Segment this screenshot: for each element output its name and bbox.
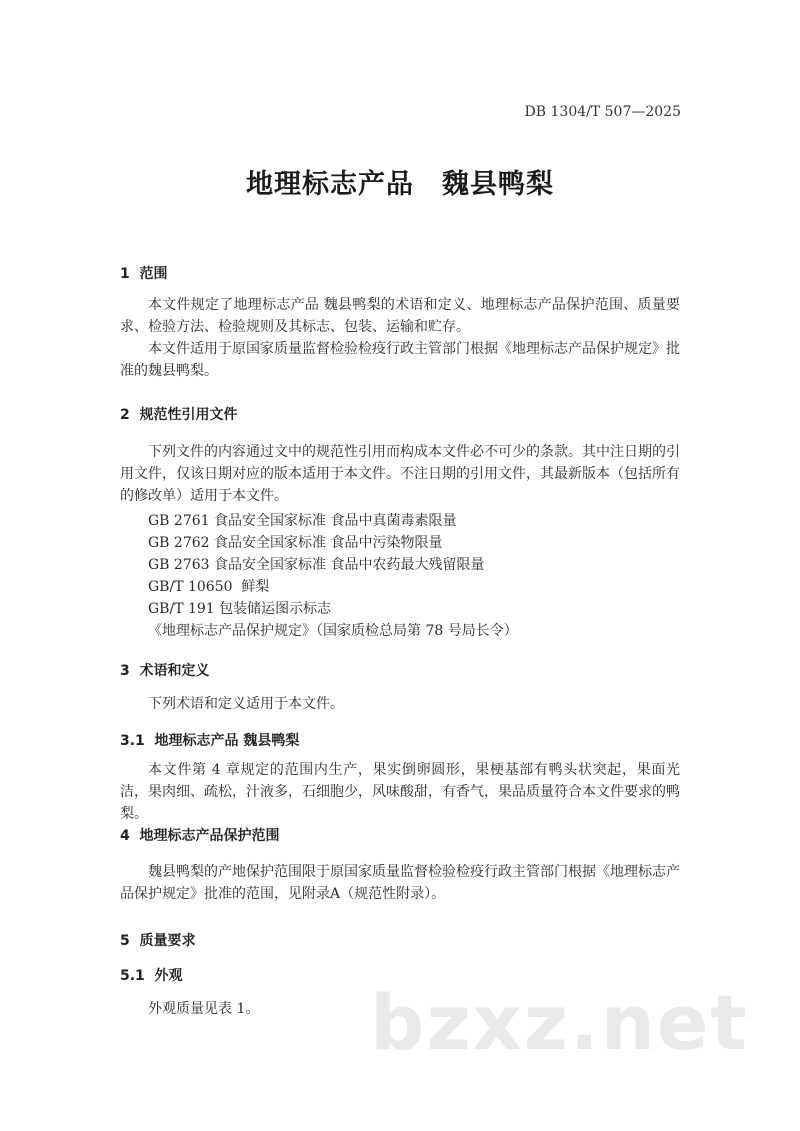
document-code: DB 1304/T 507—2025: [524, 104, 681, 120]
section-1-paragraph-1: 本文件规定了地理标志产品 魏县鸭梨的术语和定义、地理标志产品保护范围、质量要求、检验方法、检验规则及其标志、包装、运输和贮存。: [120, 297, 680, 335]
section-4-paragraph-1: 魏县鸭梨的产地保护范围限于原国家质量监督检验检疫行政主管部门根据《地理标志产品保护规定》批准的范围，见附录A（规范性附录）。: [120, 864, 680, 902]
section-5-heading: 5 质量要求: [120, 933, 196, 949]
section-1-heading: 1 范围: [120, 266, 168, 282]
reference-item: GB/T 10650 鲜梨: [148, 579, 270, 595]
document-title: 地理标志产品 魏县鸭梨: [246, 169, 554, 200]
reference-item: GB 2763 食品安全国家标准 食品中农药最大残留限量: [148, 557, 485, 573]
section-5-1-heading: 5.1 外观: [120, 968, 183, 984]
section-3-1-paragraph: 本文件第 4 章规定的范围内生产，果实倒卵圆形，果梗基部有鸭头状突起，果面光洁，果肉细、疏松，汁液多，石细胞少，风味酸甜，有香气，果品质量符合本文件要求的鸭梨。: [120, 762, 680, 822]
reference-item: 《地理标志产品保护规定》（国家质检总局第 78 号局长令）: [148, 623, 518, 639]
reference-item: GB 2761 食品安全国家标准 食品中真菌毒素限量: [148, 513, 457, 529]
section-2-heading: 2 规范性引用文件: [120, 407, 238, 423]
section-3-1-heading: 3.1 地理标志产品 魏县鸭梨: [120, 733, 300, 749]
watermark: bzxz.net: [370, 978, 749, 1067]
section-4-heading: 4 地理标志产品保护范围: [120, 828, 280, 844]
section-3-paragraph-1: 下列术语和定义适用于本文件。: [148, 696, 344, 712]
reference-item: GB 2762 食品安全国家标准 食品中污染物限量: [148, 535, 443, 551]
section-3-heading: 3 术语和定义: [120, 663, 210, 679]
reference-item: GB/T 191 包装储运图示标志: [148, 601, 332, 617]
section-2-paragraph-1: 下列文件的内容通过文中的规范性引用而构成本文件必不可少的条款。其中注日期的引用文件，仅该日期对应的版本适用于本文件。不注日期的引用文件，其最新版本（包括所有的修改单）适用于本文件。: [120, 444, 680, 504]
section-1-paragraph-2: 本文件适用于原国家质量监督检验检疫行政主管部门根据《地理标志产品保护规定》批准的魏县鸭梨。: [120, 341, 680, 379]
section-5-1-paragraph: 外观质量见表 1。: [148, 1001, 260, 1017]
